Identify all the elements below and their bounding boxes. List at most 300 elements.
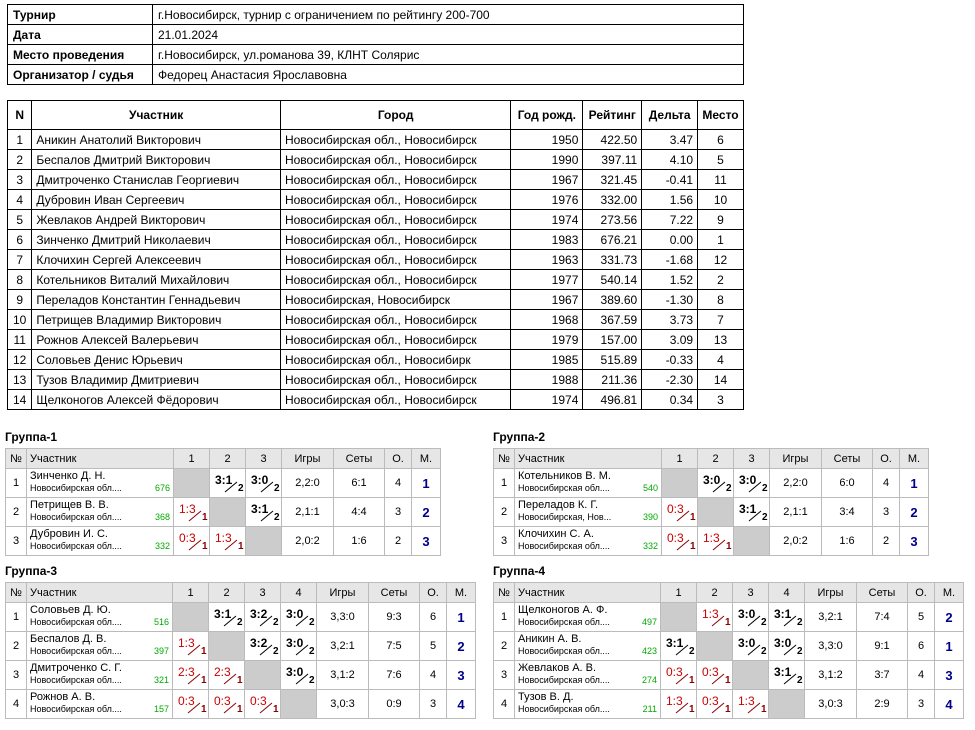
score-cell	[210, 469, 246, 498]
slash-icon	[711, 702, 725, 714]
slash-icon	[223, 673, 237, 685]
rating: 367.59	[583, 310, 642, 330]
col-opponent: 1	[173, 583, 209, 603]
points: 3	[908, 690, 935, 719]
score-cell	[281, 632, 317, 661]
player-name: Беспалов Д. В.	[30, 633, 107, 645]
rating: 540.14	[583, 270, 642, 290]
player-name: Котельников В. М.	[518, 470, 611, 482]
score-cell	[245, 603, 281, 632]
player-name: Рожнов А. В.	[30, 691, 96, 703]
slash-icon	[747, 615, 761, 627]
player-rating: 321	[153, 675, 169, 685]
slash-icon	[188, 510, 202, 522]
score-cell	[661, 690, 697, 719]
sets: 7:6	[369, 661, 420, 690]
participant-name: Переладов Константин Геннадьевич	[32, 290, 281, 310]
delta: 3.09	[642, 330, 698, 350]
row-number: 3	[8, 170, 32, 190]
match-points: 2	[273, 617, 279, 628]
place: 4	[698, 350, 744, 370]
points: 3	[420, 690, 447, 719]
player-cell	[27, 690, 173, 719]
birth-year: 1950	[511, 130, 583, 150]
games: 2,0:2	[282, 527, 334, 556]
match-points: 1	[689, 704, 695, 715]
player-city: Новосибирская обл....	[518, 617, 610, 627]
player-city: Новосибирская обл....	[518, 675, 610, 685]
player-name: Соловьев Д. Ю.	[30, 604, 111, 616]
slash-icon	[748, 510, 762, 522]
sets: 2:9	[857, 690, 908, 719]
delta: -1.68	[642, 250, 698, 270]
score-cell	[769, 661, 805, 690]
sets: 3:4	[822, 498, 873, 527]
col-participant: Участник	[515, 583, 661, 603]
score: 3:0	[738, 636, 756, 650]
player-rating: 540	[642, 483, 658, 493]
place: 9	[698, 210, 744, 230]
self-cell	[733, 661, 769, 690]
city: Новосибирская обл., Новосибирск	[280, 150, 510, 170]
score: 3:0	[286, 636, 304, 650]
match-points: 2	[238, 483, 244, 494]
score-cell	[769, 603, 805, 632]
score-cell	[210, 527, 246, 556]
table-row	[8, 170, 744, 190]
table-row	[8, 310, 744, 330]
score: 1:3	[215, 531, 232, 545]
rating: 397.11	[583, 150, 642, 170]
place: 6	[698, 130, 744, 150]
row-number: 4	[6, 690, 27, 719]
match-points: 1	[237, 675, 243, 686]
city: Новосибирская, Новосибирск	[280, 290, 510, 310]
player-rating: 157	[153, 704, 169, 714]
rating: 211.36	[583, 370, 642, 390]
tournament-info-table	[7, 4, 744, 85]
slash-icon	[711, 615, 725, 627]
match-points: 1	[761, 704, 767, 715]
birth-year: 1967	[511, 170, 583, 190]
city: Новосибирская обл., Новосибирк	[280, 350, 510, 370]
birth-year: 1963	[511, 250, 583, 270]
player-city: Новосибирская обл....	[518, 483, 610, 493]
col-games: Игры	[282, 449, 334, 469]
player-rating: 368	[154, 512, 170, 522]
games: 3,1:2	[805, 661, 857, 690]
score-cell	[661, 632, 697, 661]
col-sets: Сеты	[334, 449, 385, 469]
delta: 1.56	[642, 190, 698, 210]
player-cell	[27, 632, 173, 661]
score-cell	[697, 690, 733, 719]
player-rating: 516	[153, 617, 169, 627]
col-opponent: 2	[209, 583, 245, 603]
info-row	[8, 5, 744, 25]
slash-icon	[259, 644, 273, 656]
player-city: Новосибирская обл....	[30, 704, 122, 714]
group-title: Группа-4	[493, 564, 546, 578]
col-sets: Сеты	[857, 583, 908, 603]
place: 10	[698, 190, 744, 210]
participant-name: Беспалов Дмитрий Викторович	[32, 150, 281, 170]
score: 0:3	[179, 531, 196, 545]
row-number: 8	[8, 270, 32, 290]
slash-icon	[711, 673, 725, 685]
row-number: 2	[8, 150, 32, 170]
score: 3:1	[666, 636, 684, 650]
player-cell	[515, 632, 661, 661]
score-cell	[174, 498, 210, 527]
participant-name: Дмитроченко Станислав Георгиевич	[32, 170, 281, 190]
match-points: 1	[201, 704, 207, 715]
row-number: 14	[8, 390, 32, 410]
score-cell	[734, 469, 770, 498]
participant-name: Клочихин Сергей Алексеевич	[32, 250, 281, 270]
slash-icon	[223, 615, 237, 627]
table-row	[8, 350, 744, 370]
score: 0:3	[702, 694, 719, 708]
place: 4	[935, 690, 964, 719]
slash-icon	[295, 644, 309, 656]
col-opponent: 2	[697, 583, 733, 603]
player-rating: 497	[641, 617, 657, 627]
col-place: М.	[447, 583, 476, 603]
score-cell	[281, 661, 317, 690]
col-place: М.	[900, 449, 929, 469]
place: 2	[935, 603, 964, 632]
group-row	[6, 527, 441, 556]
score: 1:3	[738, 694, 755, 708]
score-cell	[246, 469, 282, 498]
row-number: 2	[6, 498, 27, 527]
points: 6	[908, 632, 935, 661]
place: 13	[698, 330, 744, 350]
score: 3:0	[286, 665, 304, 679]
player-name: Жевлаков А. В.	[518, 662, 597, 674]
score-cell	[173, 661, 209, 690]
col-city: Город	[280, 101, 510, 130]
sets: 9:1	[857, 632, 908, 661]
place: 2	[900, 498, 929, 527]
col-points: О.	[420, 583, 447, 603]
row-number: 2	[494, 632, 515, 661]
sets: 9:3	[369, 603, 420, 632]
participant-name: Зинченко Дмитрий Николаевич	[32, 230, 281, 250]
sets: 7:4	[857, 603, 908, 632]
player-city: Новосибирская обл....	[518, 541, 610, 551]
score: 3:1	[251, 502, 269, 516]
row-number: 6	[8, 230, 32, 250]
slash-icon	[187, 702, 201, 714]
match-points: 2	[309, 646, 315, 657]
slash-icon	[675, 702, 689, 714]
place: 1	[447, 603, 476, 632]
match-points: 2	[309, 675, 315, 686]
match-points: 1	[201, 646, 207, 657]
player-name: Клочихин С. А.	[518, 528, 594, 540]
score: 0:3	[702, 665, 719, 679]
games: 3,2:1	[317, 632, 369, 661]
row-number: 1	[6, 603, 27, 632]
col-opponent: 2	[698, 449, 734, 469]
group-row	[6, 603, 476, 632]
table-row	[8, 190, 744, 210]
slash-icon	[260, 510, 274, 522]
col-n: №	[6, 583, 27, 603]
col-sets: Сеты	[369, 583, 420, 603]
city: Новосибирская обл., Новосибирск	[280, 230, 510, 250]
col-participant: Участник	[515, 449, 662, 469]
match-points: 2	[273, 646, 279, 657]
col-points: О.	[908, 583, 935, 603]
self-cell	[698, 498, 734, 527]
self-cell	[174, 469, 210, 498]
row-number: 3	[6, 661, 27, 690]
player-rating: 211	[642, 704, 657, 714]
col-place: Место	[698, 101, 744, 130]
col-opponent: 4	[769, 583, 805, 603]
group-row	[6, 632, 476, 661]
group-table	[493, 448, 929, 556]
row-number: 1	[6, 469, 27, 498]
slash-icon	[188, 539, 202, 551]
group-title: Группа-3	[5, 564, 58, 578]
col-opponent: 3	[733, 583, 769, 603]
birth-year: 1990	[511, 150, 583, 170]
points: 2	[873, 527, 900, 556]
points: 3	[873, 498, 900, 527]
birth-year: 1976	[511, 190, 583, 210]
player-name: Зинченко Д. Н.	[30, 470, 106, 482]
self-cell	[697, 632, 733, 661]
score: 0:3	[667, 502, 684, 516]
group-row	[494, 690, 964, 719]
rating: 676.21	[583, 230, 642, 250]
sets: 1:6	[822, 527, 873, 556]
player-rating: 390	[642, 512, 658, 522]
slash-icon	[783, 615, 797, 627]
place: 3	[935, 661, 964, 690]
row-number: 3	[494, 527, 515, 556]
score: 2:3	[214, 665, 231, 679]
self-cell	[209, 632, 245, 661]
sets: 6:0	[822, 469, 873, 498]
table-row	[8, 150, 744, 170]
city: Новосибирская обл., Новосибирск	[280, 190, 510, 210]
delta: 7.22	[642, 210, 698, 230]
player-city: Новосибирская обл....	[30, 646, 122, 656]
score: 1:3	[178, 636, 195, 650]
match-points: 2	[797, 675, 803, 686]
slash-icon	[259, 615, 273, 627]
table-row	[8, 250, 744, 270]
col-opponent: 1	[174, 449, 210, 469]
score: 0:3	[667, 531, 684, 545]
col-place: М.	[412, 449, 441, 469]
games: 3,1:2	[317, 661, 369, 690]
col-n: №	[6, 449, 27, 469]
self-cell	[662, 469, 698, 498]
score-cell	[662, 527, 698, 556]
participant-name: Соловьев Денис Юрьевич	[32, 350, 281, 370]
score-cell	[174, 527, 210, 556]
player-name: Дмитроченко С. Г.	[30, 662, 122, 674]
score-cell	[733, 690, 769, 719]
col-rating: Рейтинг	[583, 101, 642, 130]
table-row	[8, 230, 744, 250]
birth-year: 1974	[511, 210, 583, 230]
info-value: Федорец Анастасия Ярославовна	[153, 65, 744, 85]
group-table	[5, 448, 441, 556]
match-points: 1	[690, 512, 696, 523]
score: 3:0	[286, 607, 304, 621]
player-cell	[515, 603, 661, 632]
place: 1	[900, 469, 929, 498]
group-row	[494, 632, 964, 661]
player-name: Переладов К. Г.	[518, 499, 599, 511]
place: 1	[698, 230, 744, 250]
score: 0:3	[214, 694, 231, 708]
rating: 389.60	[583, 290, 642, 310]
row-number: 4	[494, 690, 515, 719]
score: 3:2	[250, 636, 268, 650]
sets: 6:1	[334, 469, 385, 498]
rating: 157.00	[583, 330, 642, 350]
slash-icon	[259, 702, 273, 714]
score-cell	[697, 661, 733, 690]
col-opponent: 4	[281, 583, 317, 603]
player-city: Новосибирская обл....	[518, 704, 610, 714]
participant-name: Котельников Виталий Михайлович	[32, 270, 281, 290]
match-points: 1	[202, 541, 208, 552]
points: 5	[420, 632, 447, 661]
score-cell	[281, 603, 317, 632]
player-cell	[27, 469, 174, 498]
player-cell	[515, 690, 661, 719]
slash-icon	[783, 673, 797, 685]
place: 14	[698, 370, 744, 390]
slash-icon	[675, 644, 689, 656]
score: 3:2	[250, 607, 268, 621]
sets: 7:5	[369, 632, 420, 661]
slash-icon	[675, 673, 689, 685]
city: Новосибирская обл., Новосибирск	[280, 310, 510, 330]
col-n: №	[494, 583, 515, 603]
place: 5	[698, 150, 744, 170]
participant-name: Жевлаков Андрей Викторович	[32, 210, 281, 230]
table-row	[8, 330, 744, 350]
player-cell	[515, 661, 661, 690]
points: 4	[385, 469, 412, 498]
match-points: 1	[690, 541, 696, 552]
info-value: г.Новосибирск, ул.романова 39, КЛНТ Солярис	[153, 45, 744, 65]
points: 2	[385, 527, 412, 556]
self-cell	[173, 603, 209, 632]
table-row	[8, 390, 744, 410]
delta: 0.34	[642, 390, 698, 410]
score: 3:1	[774, 607, 792, 621]
player-rating: 676	[154, 483, 170, 493]
slash-icon	[224, 481, 238, 493]
self-cell	[210, 498, 246, 527]
row-number: 2	[6, 632, 27, 661]
player-name: Аникин А. В.	[518, 633, 582, 645]
score-cell	[209, 690, 245, 719]
score-cell	[698, 527, 734, 556]
player-city: Новосибирская обл....	[30, 483, 122, 493]
score: 3:1	[215, 473, 233, 487]
group-row	[494, 498, 929, 527]
place: 12	[698, 250, 744, 270]
participant-name: Рожнов Алексей Валерьевич	[32, 330, 281, 350]
place: 2	[698, 270, 744, 290]
group-row	[494, 661, 964, 690]
col-delta: Дельта	[642, 101, 698, 130]
match-points: 2	[274, 512, 280, 523]
place: 2	[447, 632, 476, 661]
sets: 4:4	[334, 498, 385, 527]
match-points: 2	[762, 483, 768, 494]
col-points: О.	[873, 449, 900, 469]
info-key: Организатор / судья	[8, 65, 153, 85]
player-name: Дубровин И. С.	[30, 528, 108, 540]
col-birth-year: Год рожд.	[511, 101, 583, 130]
match-points: 1	[726, 541, 732, 552]
slash-icon	[712, 539, 726, 551]
row-number: 12	[8, 350, 32, 370]
games: 3,0:3	[317, 690, 369, 719]
group-title: Группа-1	[5, 430, 58, 444]
delta: 0.00	[642, 230, 698, 250]
score: 0:3	[666, 665, 683, 679]
slash-icon	[747, 644, 761, 656]
place: 1	[412, 469, 441, 498]
player-rating: 332	[642, 541, 658, 551]
city: Новосибирская обл., Новосибирск	[280, 170, 510, 190]
player-cell	[515, 527, 662, 556]
place: 3	[447, 661, 476, 690]
player-rating: 397	[153, 646, 169, 656]
place: 1	[935, 632, 964, 661]
player-name: Щелконогов А. Ф.	[518, 604, 608, 616]
player-cell	[515, 498, 662, 527]
score-cell	[209, 603, 245, 632]
score: 0:3	[178, 694, 195, 708]
col-opponent: 3	[246, 449, 282, 469]
participant-name: Щелконогов Алексей Фёдорович	[32, 390, 281, 410]
delta: -2.30	[642, 370, 698, 390]
match-points: 1	[689, 675, 695, 686]
birth-year: 1983	[511, 230, 583, 250]
points: 4	[873, 469, 900, 498]
participants-table	[7, 100, 744, 410]
self-cell	[661, 603, 697, 632]
points: 4	[908, 661, 935, 690]
group-row	[494, 603, 964, 632]
match-points: 1	[202, 512, 208, 523]
col-n: N	[8, 101, 32, 130]
player-rating: 423	[641, 646, 657, 656]
col-participant: Участник	[32, 101, 281, 130]
info-row	[8, 45, 744, 65]
group-table	[493, 582, 964, 719]
player-city: Новосибирская обл....	[30, 541, 122, 551]
slash-icon	[223, 702, 237, 714]
player-city: Новосибирская обл....	[30, 617, 122, 627]
score-cell	[734, 498, 770, 527]
